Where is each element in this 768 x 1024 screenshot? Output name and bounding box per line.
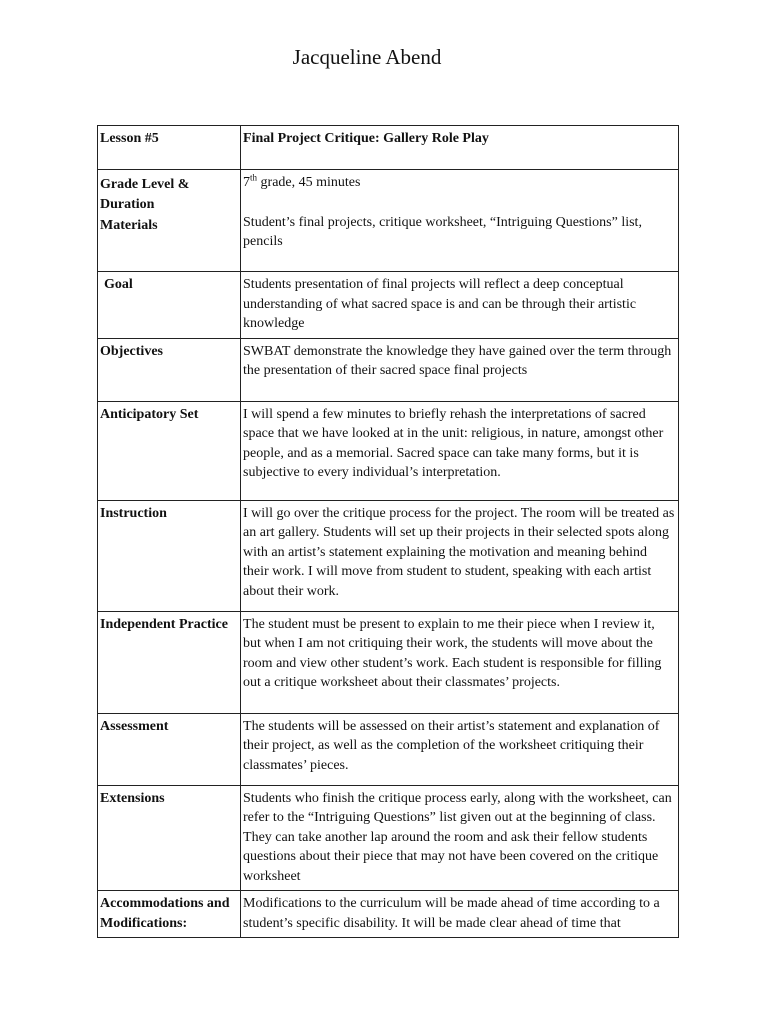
table-row <box>98 713 679 785</box>
row-label-anticipatory-set: Anticipatory Set <box>98 401 241 500</box>
row-label-goal: Goal <box>98 272 241 339</box>
instruction-text: I will go over the critique process for the project. The room will be treated as an art gallery. Students will set up their projects in their selected spots along with an artist’s statement explaining the motivation and meaning behind their work. I will move from student to student, speaking with each artist about their work. <box>241 500 679 611</box>
row-label-instruction: Instruction <box>98 500 241 611</box>
lesson-title: Final Project Critique: Gallery Role Play <box>241 126 679 170</box>
independent-practice-text: The student must be present to explain to me their piece when I review it, but when I am not critiquing their work, the students will move about the room and view other student’s work. Each student is responsible for filling out a critique worksheet about their classmates’ projects. <box>241 611 679 713</box>
table-row <box>98 401 679 500</box>
table-row <box>98 785 679 891</box>
materials-text: Student’s final projects, critique worksheet, “Intriguing Questions” list, pencils <box>243 214 642 249</box>
lesson-plan-table <box>97 125 679 938</box>
table-row <box>98 272 679 339</box>
row-label-extensions: Extensions <box>98 785 241 891</box>
table-row <box>98 891 679 938</box>
page-title: Jacqueline Abend <box>292 45 442 69</box>
grade-materials-content <box>241 170 679 272</box>
grade-suffix: th <box>250 172 258 183</box>
grade-duration: grade, 45 minutes <box>257 175 361 190</box>
goal-text: Students presentation of final projects will reflect a deep conceptual understanding of what sacred space is and can be through their artistic knowledge <box>241 272 679 339</box>
row-label-objectives: Objectives <box>98 338 241 401</box>
objectives-text: SWBAT demonstrate the knowledge they have gained over the term through the presentation of their sacred space final projects <box>241 338 679 401</box>
table-row <box>98 170 679 272</box>
row-label-lesson: Lesson #5 <box>98 126 241 170</box>
table-row <box>98 611 679 713</box>
table-row <box>98 338 679 401</box>
extensions-text: Students who finish the critique process early, along with the worksheet, can refer to the “Intriguing Questions” list given out at the beginning of class. They can take another lap around the room and ask their fellow students questions about their piece that may not have been covered on the critique worksheet <box>241 785 679 891</box>
accommodations-text: Modifications to the curriculum will be made ahead of time according to a student’s specific disability. It will be made clear ahead of time that <box>241 891 679 938</box>
table-row <box>98 500 679 611</box>
row-label-independent-practice: Independent Practice <box>98 611 241 713</box>
assessment-text: The students will be assessed on their artist’s statement and explanation of their project, as well as the completion of the worksheet critiquing their classmates’ pieces. <box>241 713 679 785</box>
grade-duration-text <box>243 173 676 193</box>
row-label-accommodations: Accommodations and Modifications: <box>98 891 241 938</box>
row-label-grade-materials <box>98 170 241 272</box>
anticipatory-set-text: I will spend a few minutes to briefly rehash the interpretations of sacred space that we have looked at in the unit: religious, in nature, amongst other people, and as a memorial. Sacred space can take many forms, but it is subjective to every individual’s interpretation. <box>241 401 679 500</box>
grade-level-label: Grade Level & Duration <box>100 177 190 212</box>
row-label-assessment: Assessment <box>98 713 241 785</box>
materials-label: Materials <box>100 218 158 233</box>
grade-number: 7 <box>243 175 251 190</box>
table-row <box>98 126 679 170</box>
